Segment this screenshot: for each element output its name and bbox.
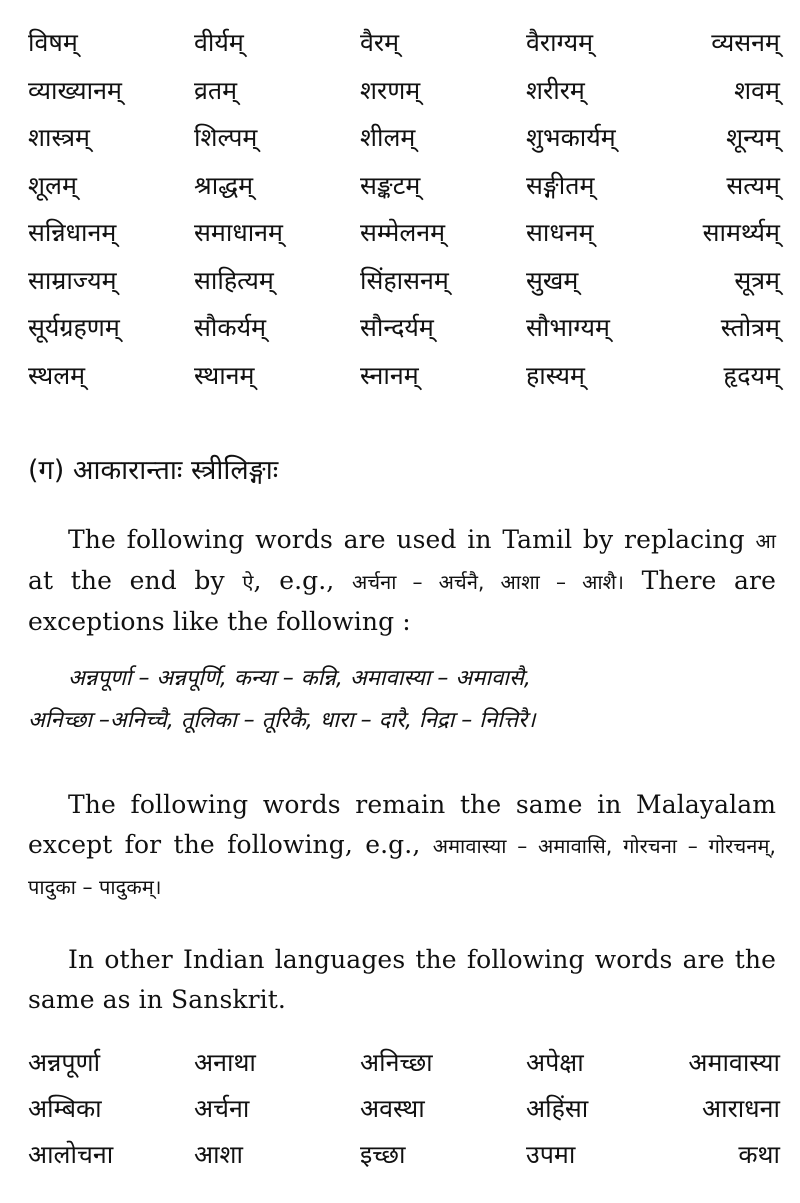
word-row: [28, 125, 780, 173]
word-row: [28, 1142, 780, 1188]
word-cell: श्राद्धम्: [194, 170, 254, 200]
paragraph-text: There are exceptions like the following :: [28, 566, 777, 636]
word-row: [28, 30, 780, 78]
devanagari-text: अर्चना – अर्चनै, आशा – आशै।: [351, 570, 625, 594]
word-cell: साम्राज्यम्: [28, 265, 117, 295]
word-cell: शास्त्रम्: [28, 123, 90, 152]
word-cell: व्याख्यानम्: [28, 75, 122, 105]
word-cell: शीलम्: [360, 123, 416, 152]
paragraph-malayalam: [28, 785, 776, 907]
section-heading: (ग) आकारान्ताः स्त्रीलिङ्गाः: [28, 455, 279, 486]
word-cell: अवस्था: [360, 1094, 425, 1123]
word-cell: स्नानम्: [360, 360, 419, 390]
devanagari-text: अमावास्या – अमावासि, गोरचना – गोरचनम्, पादुका – पादुकम्।: [28, 834, 776, 899]
word-cell: उपमा: [526, 1140, 576, 1169]
example-line: अन्नपूर्णा – अन्नपूर्णि, कन्या – कन्नि, अमावास्या – अमावासै,: [68, 666, 531, 691]
word-cell: हृदयम्: [723, 360, 780, 390]
devanagari-text: आ: [755, 529, 777, 553]
word-cell: अमावास्या: [688, 1048, 780, 1077]
example-list: [28, 658, 784, 742]
word-cell: शून्यम्: [726, 123, 780, 152]
word-row: [28, 360, 780, 411]
word-cell: आशा: [194, 1140, 244, 1169]
word-row: [28, 1050, 780, 1096]
word-cell: व्रतम्: [194, 75, 238, 105]
word-cell: सामर्थ्यम्: [702, 218, 780, 247]
word-cell: शरीरम्: [526, 75, 585, 105]
word-cell: अहिंसा: [526, 1094, 589, 1123]
word-cell: आलोचना: [28, 1140, 114, 1169]
word-cell: सौभाग्यम्: [526, 313, 610, 342]
word-cell: विषम्: [28, 28, 78, 57]
word-cell: हास्यम्: [526, 360, 585, 390]
word-cell: आराधना: [702, 1094, 780, 1123]
word-cell: शवम्: [734, 75, 780, 105]
word-cell: शूलम्: [28, 170, 77, 200]
paragraph-text: , e.g.,: [253, 566, 352, 595]
word-cell: सङ्गीतम्: [526, 170, 595, 200]
word-cell: सङ्कटम्: [360, 170, 421, 200]
word-cell: अनाथा: [194, 1048, 256, 1077]
word-cell: सौन्दर्यम्: [360, 313, 434, 342]
word-cell: वैरम्: [360, 28, 400, 57]
word-cell: साहित्यम्: [194, 265, 274, 295]
word-cell: साधनम्: [526, 218, 594, 247]
paragraph-other-languages: [28, 940, 776, 1020]
word-cell: इच्छा: [360, 1140, 406, 1169]
word-cell: वैराग्यम्: [526, 28, 594, 57]
example-line: अनिच्छा –अनिच्चै, तूलिका – तूरिकै, धारा – दारै, निद्रा – नित्तिरै।: [28, 708, 536, 733]
word-cell: सुखम्: [526, 265, 579, 295]
word-row: [28, 1096, 780, 1142]
paragraph-text: The following words remain the same in Malayalam except for the following, e.g.,: [28, 790, 776, 859]
word-cell: सूत्रम्: [734, 265, 780, 295]
word-cell: वीर्यम्: [194, 28, 244, 57]
word-cell: समाधानम्: [194, 218, 284, 247]
word-cell: सौकर्यम्: [194, 313, 267, 342]
word-row: [28, 75, 780, 126]
word-cell: शुभकार्यम्: [526, 123, 616, 152]
word-row: [28, 265, 780, 316]
word-cell: स्थलम्: [28, 360, 86, 390]
paragraph-tamil: [28, 520, 776, 642]
word-cell: अपेक्षा: [526, 1048, 584, 1077]
word-table-neuter: [28, 30, 780, 410]
word-cell: सन्निधानम्: [28, 218, 117, 247]
paragraph-text: In other Indian languages the following words are the same as in Sanskrit.: [28, 945, 776, 1014]
paragraph-text: The following words are used in Tamil by replacing: [68, 525, 745, 554]
word-cell: सूर्यग्रहणम्: [28, 313, 120, 342]
word-cell: अनिच्छा: [360, 1048, 433, 1077]
word-cell: सिंहासनम्: [360, 265, 449, 295]
word-table-feminine: [28, 1050, 780, 1188]
word-cell: स्तोत्रम्: [720, 313, 780, 342]
word-cell: सम्मेलनम्: [360, 218, 446, 247]
word-cell: अम्बिका: [28, 1094, 102, 1123]
word-cell: अर्चना: [194, 1094, 250, 1123]
word-cell: कथा: [738, 1140, 780, 1169]
word-cell: शरणम्: [360, 75, 421, 105]
word-cell: स्थानम्: [194, 360, 255, 390]
word-row: [28, 170, 780, 221]
word-row: [28, 220, 780, 268]
word-cell: सत्यम्: [726, 170, 780, 200]
word-cell: अन्नपूर्णा: [28, 1048, 101, 1077]
devanagari-text: ऐ: [242, 570, 254, 594]
word-row: [28, 315, 780, 363]
word-cell: शिल्पम्: [194, 123, 258, 152]
word-cell: व्यसनम्: [711, 28, 780, 57]
paragraph-text: at the end by: [28, 566, 243, 595]
